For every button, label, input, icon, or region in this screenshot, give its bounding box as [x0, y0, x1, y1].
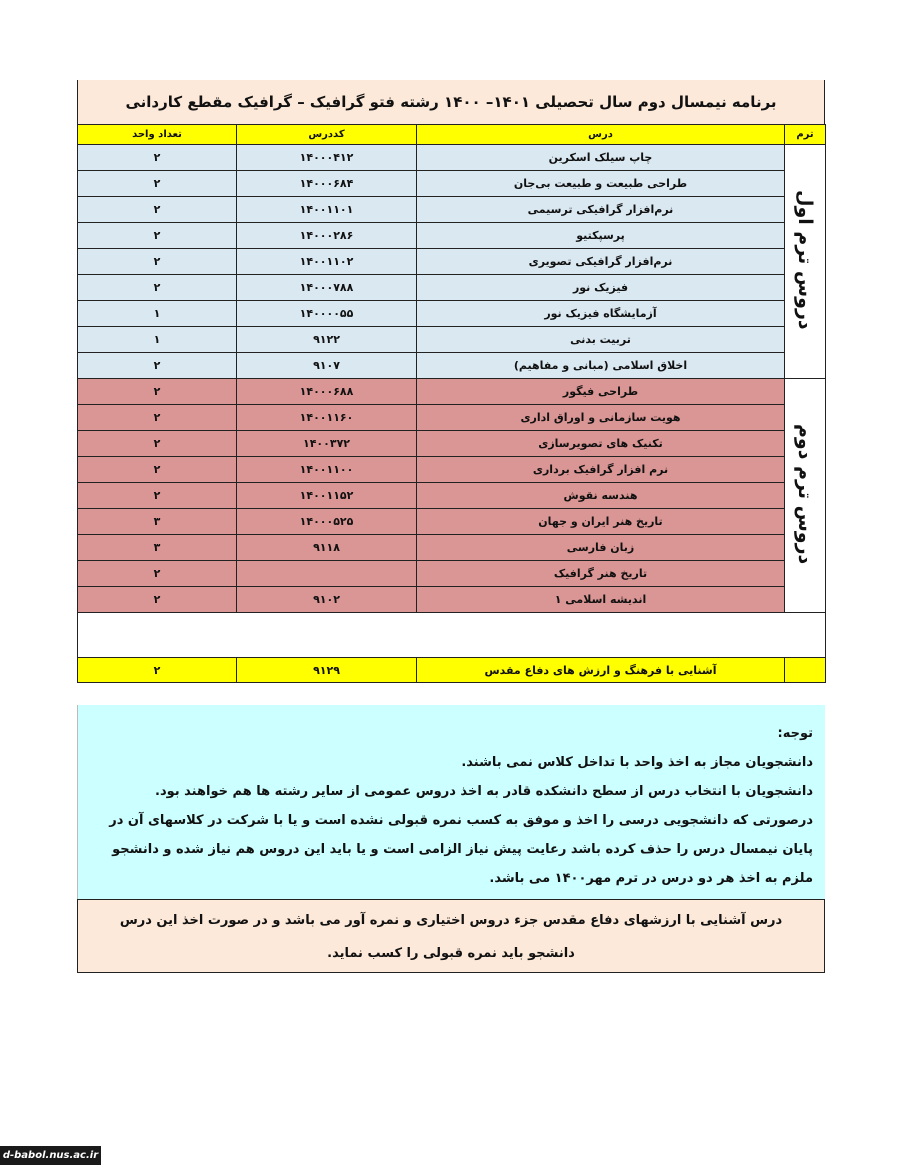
table-row: [78, 197, 826, 223]
course-code: ۹۱۰۲: [237, 587, 417, 613]
table-row: [78, 457, 826, 483]
table-row: [78, 405, 826, 431]
special-course-code: ۹۱۲۹: [237, 658, 417, 683]
special-course-name: آشنایی با فرهنگ و ارزش های دفاع مقدس: [417, 658, 785, 683]
table-row: [78, 301, 826, 327]
course-units: ۲: [78, 223, 237, 249]
spacer-row: [78, 613, 826, 658]
table-row: [78, 587, 826, 613]
course-name: چاپ سیلک اسکرین: [417, 145, 785, 171]
header-course: درس: [417, 125, 785, 145]
table-row: [78, 223, 826, 249]
course-code: ۱۴۰۰۰۴۱۲: [237, 145, 417, 171]
course-code: ۱۴۰۰۱۱۶۰: [237, 405, 417, 431]
course-units: ۱: [78, 301, 237, 327]
course-code: ۱۴۰۰۱۱۰۲: [237, 249, 417, 275]
notes-box: [77, 705, 825, 899]
course-name: فیزیک نور: [417, 275, 785, 301]
course-table: [77, 124, 826, 705]
header-term: ترم: [785, 125, 826, 145]
course-name: طراحی فیگور: [417, 379, 785, 405]
special-course-row: [78, 658, 826, 683]
course-code: ۱۴۰۰۳۷۲: [237, 431, 417, 457]
site-badge[interactable]: d-babol.nus.ac.ir: [0, 1146, 101, 1165]
spacer-cell: [78, 613, 826, 658]
course-name: نرم‌افزار گرافیکی تصویری: [417, 249, 785, 275]
course-code: ۱۴۰۰۰۶۸۴: [237, 171, 417, 197]
term-label-cell: [785, 145, 826, 379]
course-units: ۲: [78, 483, 237, 509]
course-units: ۲: [78, 457, 237, 483]
schedule-sheet: [77, 80, 825, 973]
course-units: ۲: [78, 587, 237, 613]
table-row: [78, 327, 826, 353]
course-code: ۱۴۰۰۰۰۵۵: [237, 301, 417, 327]
table-row: [78, 171, 826, 197]
note-line: دانشجویان با انتخاب درس از سطح دانشکده قادر به اخذ دروس عمومی از سایر رشته ها هم خواهند بود.: [155, 784, 813, 799]
course-code: ۱۴۰۰۰۵۲۵: [237, 509, 417, 535]
table-row: [78, 509, 826, 535]
course-name: زبان فارسی: [417, 535, 785, 561]
course-units: ۲: [78, 197, 237, 223]
course-units: ۲: [78, 379, 237, 405]
course-code: ۹۱۱۸: [237, 535, 417, 561]
course-code: ۱۴۰۰۱۱۰۰: [237, 457, 417, 483]
course-units: ۲: [78, 561, 237, 587]
course-name: اخلاق اسلامی (مبانی و مفاهیم): [417, 353, 785, 379]
course-code: ۱۴۰۰۰۷۸۸: [237, 275, 417, 301]
spacer-row: [78, 683, 826, 706]
course-units: ۲: [78, 431, 237, 457]
course-name: هویت سازمانی و اوراق اداری: [417, 405, 785, 431]
course-units: ۲: [78, 275, 237, 301]
course-units: ۲: [78, 353, 237, 379]
course-code: ۱۴۰۰۰۲۸۶: [237, 223, 417, 249]
course-units: ۲: [78, 405, 237, 431]
course-name: تکنیک های تصویرسازی: [417, 431, 785, 457]
course-name: طراحی طبیعت و طبیعت بی‌جان: [417, 171, 785, 197]
note-line: دانشجویان مجاز به اخذ واحد با تداخل کلاس نمی باشند.: [461, 755, 813, 770]
course-code: ۱۴۰۰۱۱۰۱: [237, 197, 417, 223]
term-label: دروس ترم دوم: [794, 423, 816, 565]
course-name: هندسه نقوش: [417, 483, 785, 509]
table-row: [78, 561, 826, 587]
header-code: کددرس: [237, 125, 417, 145]
course-code: [237, 561, 417, 587]
term-label: دروس ترم اول: [794, 190, 816, 330]
table-row: [78, 275, 826, 301]
course-units: ۲: [78, 171, 237, 197]
course-name: تربیت بدنی: [417, 327, 785, 353]
spacer-cell: [78, 683, 826, 706]
course-units: ۳: [78, 509, 237, 535]
course-name: پرسپکتیو: [417, 223, 785, 249]
course-code: ۹۱۰۷: [237, 353, 417, 379]
table-row: [78, 535, 826, 561]
header-units: تعداد واحد: [78, 125, 237, 145]
warning-box: درس آشنایی با ارزشهای دفاع مقدس جزء دروس اختیاری و نمره آور می باشد و در صورت اخذ این درس دانشجو باید نمره قبولی را کسب نماید.: [77, 899, 825, 973]
table-row: [78, 431, 826, 457]
course-name: تاریخ هنر ایران و جهان: [417, 509, 785, 535]
note-line: درصورتی که دانشجویی درسی را اخذ و موفق به کسب نمره قبولی نشده است و یا با شرکت در کلاسهای آن در پایان نیمسال درس را حذف کرده باشد رعایت پیش نیاز الزامی است و یا باید این دروس هم نیاز شده و دانشجو ملزم به اخذ هر دو درس در ترم مهر۱۴۰۰ می باشد.: [109, 813, 813, 886]
course-name: اندیشه اسلامی ۱: [417, 587, 785, 613]
table-row: [78, 483, 826, 509]
course-name: نرم افزار گرافیک برداری: [417, 457, 785, 483]
term-label-cell: [785, 379, 826, 613]
course-code: ۹۱۲۲: [237, 327, 417, 353]
course-units: ۱: [78, 327, 237, 353]
course-name: آزمایشگاه فیزیک نور: [417, 301, 785, 327]
special-term: [785, 658, 826, 683]
table-row: [78, 353, 826, 379]
special-course-units: ۲: [78, 658, 237, 683]
course-units: ۲: [78, 145, 237, 171]
table-header-row: [78, 125, 826, 145]
course-units: ۳: [78, 535, 237, 561]
page-title: برنامه نیمسال دوم سال تحصیلی ۱۴۰۱– ۱۴۰۰ رشته فتو گرافیک – گرافیک مقطع کاردانی: [77, 80, 825, 124]
table-row: [78, 145, 826, 171]
course-code: ۱۴۰۰۱۱۵۲: [237, 483, 417, 509]
course-units: ۲: [78, 249, 237, 275]
table-row: [78, 379, 826, 405]
table-row: [78, 249, 826, 275]
course-code: ۱۴۰۰۰۶۸۸: [237, 379, 417, 405]
course-name: تاریخ هنر گرافیک: [417, 561, 785, 587]
course-name: نرم‌افزار گرافیکی ترسیمی: [417, 197, 785, 223]
notes-heading: توجه:: [777, 726, 813, 741]
